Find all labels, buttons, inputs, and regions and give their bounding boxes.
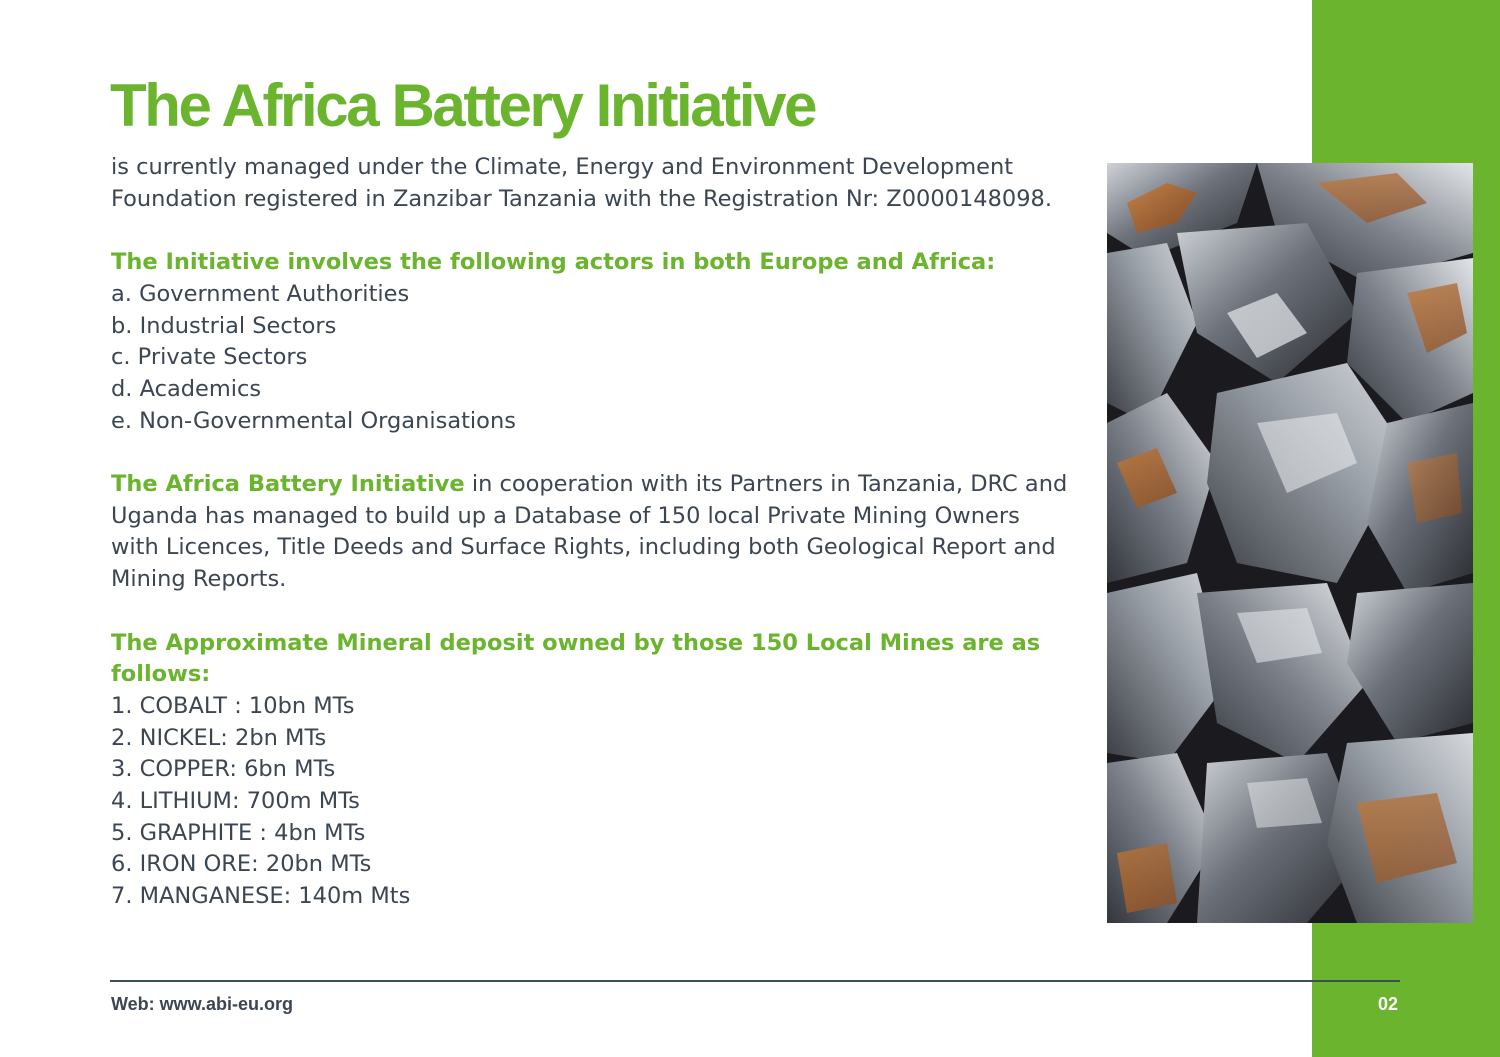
actors-list-item: a. Government Authorities [111,280,410,307]
database-text: in cooperation with its Partners in Tanzania, DRC and Uganda has managed to build up a Database of 150 local Private Mining Owners with Licences, Title Deeds and Surface Rights, including both Geological Report and Mining Reports. [111,471,1068,593]
mineral-rocks-image [1107,163,1473,923]
mineral-item: 4. LITHIUM: 700m MTs [111,788,360,815]
intro-paragraph: is currently managed under the Climate, Energy and Environment Development Foundation registered in Zanzibar Tanzania with the Registration Nr: Z0000148098. [111,154,1053,212]
mineral-item: 1. COBALT : 10bn MTs [111,692,355,719]
mineral-item: 2. NICKEL: 2bn MTs [111,724,327,751]
footer-divider [110,980,1400,982]
actors-list-item: b. Industrial Sectors [111,312,337,339]
minerals-heading: The Approximate Mineral deposit owned by those 150 Local Mines are as follows: [111,629,1041,688]
mineral-item: 3. COPPER: 6bn MTs [111,756,336,783]
page-number: 02 [1378,994,1399,1014]
mineral-item: 5. GRAPHITE : 4bn MTs [111,819,366,846]
mineral-item: 7. MANGANESE: 140m Mts [111,883,411,910]
actors-list-item: d. Academics [111,375,262,402]
actors-list [111,279,1071,438]
page-title: The Africa Battery Initiative [110,72,816,139]
database-paragraph [111,469,1071,596]
actors-list-item: c. Private Sectors [111,344,308,371]
actors-list-item: e. Non-Governmental Organisations [111,407,516,434]
mineral-item: 6. IRON ORE: 20bn MTs [111,851,372,878]
actors-heading: The Initiative involves the following actors in both Europe and Africa: [111,249,996,276]
footer-website: Web: www.abi-eu.org [111,994,294,1014]
minerals-list [111,691,1071,913]
main-content [111,152,1071,913]
database-lead: The Africa Battery Initiative [111,471,465,497]
